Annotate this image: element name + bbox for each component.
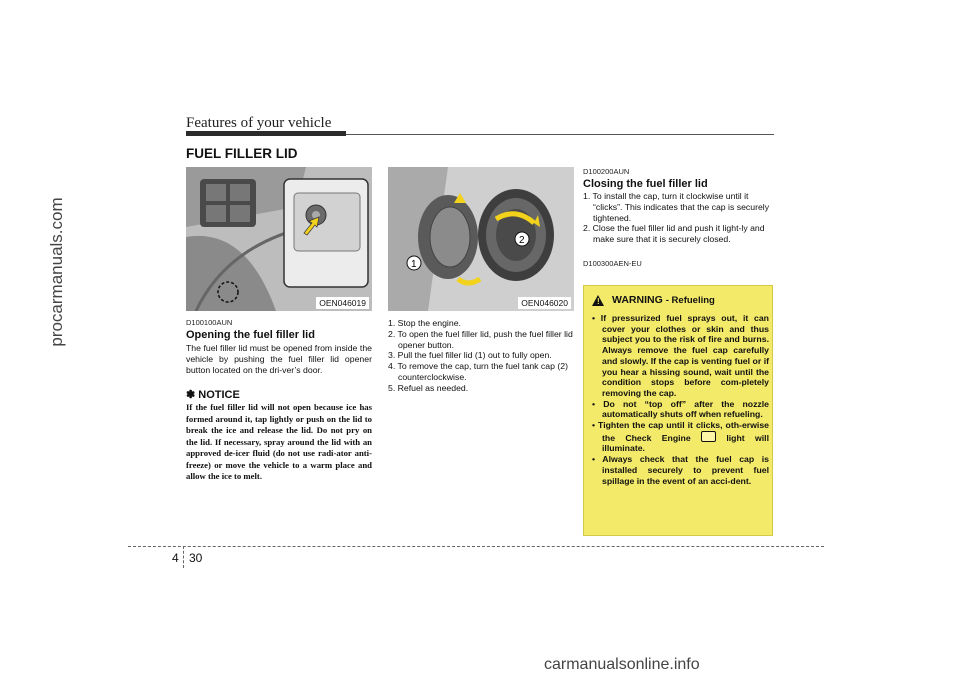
reference-code: D100200AUN — [583, 167, 630, 176]
list-item: • If pressurized fuel sprays out, it can cover your clothes or skin and thus subject you to the risk of fire and burns. Always remove the fuel cap carefully and slowly. If the cap is venting fuel or if you hear a hissing sound, wait until the condition stops before com-pletely removing the cap. — [592, 313, 769, 398]
header-rule — [346, 134, 774, 135]
opening-heading: Opening the fuel filler lid — [186, 329, 315, 341]
closing-steps — [583, 191, 773, 245]
chapter-number: 4 — [172, 551, 179, 565]
door-opener-illustration — [186, 167, 372, 311]
warning-triangle-icon: ! — [592, 295, 604, 306]
notice-title: ✽ NOTICE — [186, 389, 240, 401]
check-engine-icon — [701, 431, 716, 442]
callout-2: 2 — [519, 235, 525, 246]
figure-code: OEN046019 — [316, 297, 369, 309]
list-item: 1. Stop the engine. — [388, 318, 461, 328]
warning-box — [583, 285, 773, 536]
figure-code: OEN046020 — [518, 297, 571, 309]
figure-fuel-lid — [388, 167, 574, 311]
reference-code: D100100AUN — [186, 318, 233, 327]
list-item: 2. Close the fuel filler lid and push it light-ly and make sure that it is securely closed. — [583, 223, 765, 245]
warning-header — [592, 294, 768, 306]
fuel-lid-illustration — [388, 167, 574, 311]
footer-rule — [128, 546, 824, 547]
closing-heading: Closing the fuel filler lid — [583, 178, 708, 190]
bottom-watermark: carmanualsonline.info — [544, 656, 700, 673]
list-item: 5. Refuel as needed. — [388, 382, 469, 393]
warning-subtitle: - Refueling — [665, 294, 715, 306]
opening-steps — [388, 318, 574, 394]
warning-text: • Tighten the cap until it clicks, oth-erwise the Check Engine — [592, 420, 769, 443]
figure-door-opener — [186, 167, 372, 311]
page-number: 30 — [189, 551, 203, 565]
list-item: 4. To remove the cap, turn the fuel tank cap (2) counterclockwise. — [388, 361, 568, 382]
closing-section — [583, 167, 773, 268]
warning-word: WARNING — [612, 294, 663, 306]
opening-section — [186, 318, 372, 483]
list-item: • Do not “top off” after the nozzle automatically shuts off when refueling. — [592, 398, 769, 420]
warning-text: light will illuminate. — [602, 432, 770, 454]
callout-1: 1 — [411, 259, 417, 270]
list-item: 1. To install the cap, turn it clockwise until it “clicks”. This indicates that the cap is securely tightened. — [583, 191, 770, 223]
reference-code: D100300AEN-EU — [583, 258, 642, 268]
list-item: • Always check that the fuel cap is installed securely to prevent fuel spillage in the event of an acci-dent. — [592, 454, 769, 486]
list-item — [592, 420, 769, 454]
page-separator — [183, 546, 184, 568]
header-bar — [186, 131, 346, 136]
chapter-header: Features of your vehicle — [186, 115, 332, 131]
side-watermark: procarmanuals.com — [47, 197, 66, 347]
warning-list — [592, 313, 769, 486]
notice-text: If the fuel filler lid will not open because ice has formed around it, tap lightly or push on the lid to break the ice and release the lid. Do not pry on the lid. If necessary, spray around the lid with an approved de-icer fluid (do not use radi-ator anti-freeze) or move the vehicle to a warm place and allow the ice to melt. — [186, 402, 372, 481]
opening-text: The fuel filler lid must be opened from inside the vehicle by pushing the fuel filler lid opener button located on the dri-ver’s door. — [186, 343, 372, 375]
list-item: 3. Pull the fuel filler lid (1) out to fully open. — [388, 350, 552, 361]
section-title: FUEL FILLER LID — [186, 146, 298, 161]
list-item: 2. To open the fuel filler lid, push the fuel filler lid opener button. — [388, 328, 573, 350]
